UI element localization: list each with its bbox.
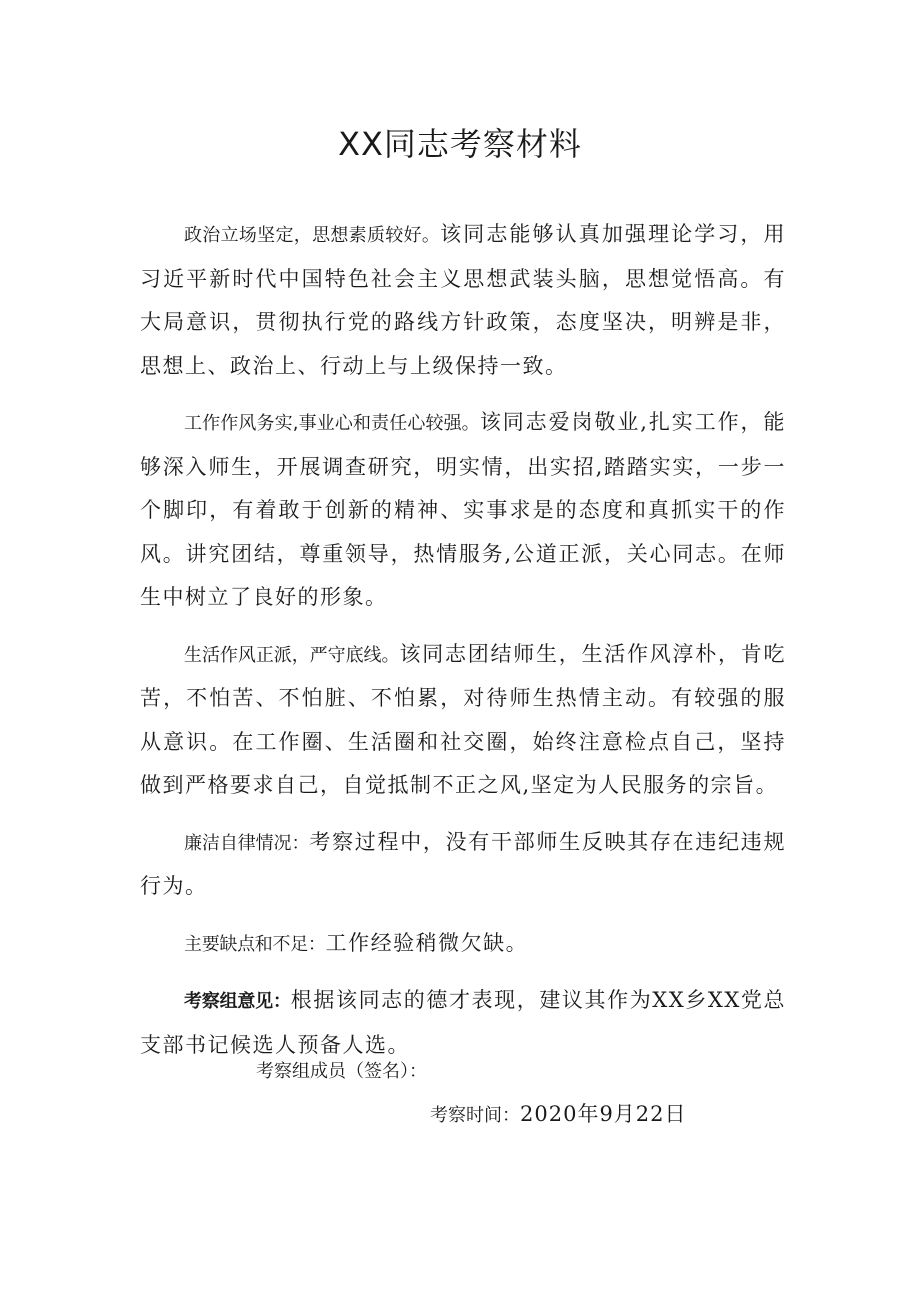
paragraph-heading: 考察组意见：: [184, 991, 291, 1012]
signature-date-value: 2020年9月22日: [520, 1102, 687, 1126]
paragraph-heading: 主要缺点和不足：: [184, 933, 326, 955]
paragraph-heading: 廉洁自律情况：: [184, 832, 310, 854]
paragraph-text: 该同志爱岗敬业,扎实工作，能够深入师生，开展调查研究，明实情，出实招,踏踏实实，一步一个脚印，有着敢于创新的精神、实事求是的态度和真抓实干的作风。讲究团结，尊重领导，热情服务,公道正派，关心同志。在师生中树立了良好的形象。: [140, 410, 786, 609]
paragraph-text: 该同志团结师生，生活作风淳朴，肯吃苦，不怕苦、不怕脏、不怕累，对待师生热情主动。有较强的服从意识。在工作圈、生活圈和社交圈，始终注意检点自己，坚持做到严格要求自己，自觉抵制不正之风,坚定为人民服务的宗旨。: [140, 641, 787, 797]
document-title: XX同志考察材料: [338, 125, 582, 163]
paragraph-integrity: [140, 821, 786, 909]
paragraph-heading: 生活作风正派，严守底线。: [184, 644, 400, 666]
paragraph-work-style: [140, 401, 786, 620]
signature-date-label: 考察时间：: [430, 1105, 520, 1126]
paragraph-shortcomings: [140, 922, 786, 967]
paragraph-text: 考察过程中，没有干部师生反映其存在违纪违规行为。: [140, 829, 787, 898]
paragraph-text: 根据该同志的德才表现，建议其作为XX乡XX党总支部书记候选人预备人选。: [140, 988, 786, 1057]
paragraph-text: 工作经验稍微欠缺。: [325, 930, 529, 955]
paragraph-life-style: [140, 633, 786, 808]
signature-date: [430, 1099, 687, 1131]
paragraph-group-opinion: [140, 979, 786, 1067]
signature-members: [256, 1057, 427, 1087]
signature-members-label: 考察组成员（签名）：: [256, 1061, 427, 1082]
document-body: [140, 213, 786, 1067]
paragraph-political-stance: [140, 213, 786, 388]
paragraph-text: 该同志能够认真加强理论学习，用习近平新时代中国特色社会主义思想武装头脑，思想觉悟高。有大局意识，贯彻执行党的路线方针政策，态度坚决，明辨是非，思想上、政治上、行动上与上级保持一致。: [140, 222, 786, 378]
paragraph-heading: 政治立场坚定，思想素质较好。: [184, 225, 441, 246]
paragraph-heading: 工作作风务实,事业心和责任心较强。: [184, 413, 480, 434]
